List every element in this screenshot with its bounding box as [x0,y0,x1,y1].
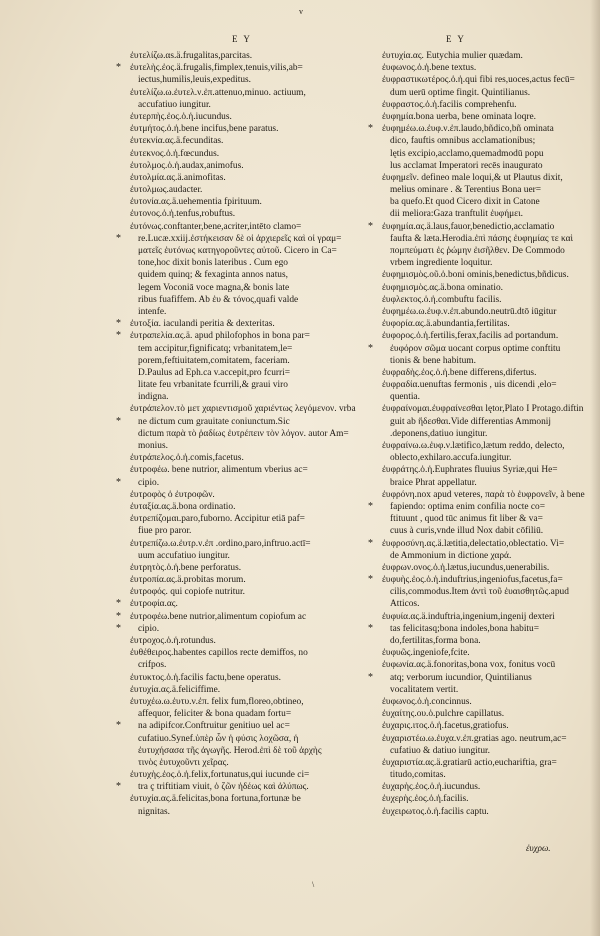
text-line [382,769,600,781]
text-line [130,391,348,403]
line-text: ἐυφρόνη.nox apud veteres, παρὰ τὸ ἐυφρονεῖν, à bene [382,489,585,500]
text-line [116,415,348,428]
margin-asterisk: * [116,781,121,793]
catchword: ἐυχρω. [526,843,551,853]
line-text: ἐυχειρωτος.ὁ.ἡ.facilis captu. [382,806,489,817]
line-text: tra ç triftitiam viuit, ὁ ζῶν ἡδέως καὶ ἀλύπως. [138,782,309,793]
line-text: ba quefo.Et quod Cicero dixit in Catone [390,197,540,208]
margin-asterisk: * [116,330,121,342]
text-line [382,684,600,696]
line-text: ἐυτροχος.ὁ.ἡ.rotundus. [130,636,216,646]
line-text: dico, fauftis omnibus acclamationibus; [390,136,536,147]
text-line [130,123,348,135]
line-text: ἐυτρεπίζω.ω.ἐυτρ.ν.ἐπ .ordino,paro,inftruo.actī= [130,538,311,549]
text-line [130,659,348,671]
text-line [130,160,348,172]
line-text: .deponens,datiuo iungitur. [390,428,488,439]
text-line [130,793,348,805]
text-line [382,330,600,342]
text-line [382,562,600,574]
line-text: ἐυτονος.ὁ.ἡ.tenfus,robuftus. [130,209,236,220]
left-column [116,50,356,818]
text-line [382,806,600,818]
line-text: ἐυχαίτης.ου.ὁ.pulchre capillatus. [382,709,505,720]
text-line [130,806,348,818]
text-line [130,196,348,208]
margin-asterisk: * [368,342,373,354]
line-text: litate feu vrbanitate fcurrili,& graui viro [138,380,288,391]
text-line [382,391,600,403]
line-text: ἐυτελίζω.ω.ἐυτελ.ν.ἐπ.attenuo,minuo. actiuum, [130,87,306,98]
line-text: do,fertilitas,forma bona. [390,636,481,646]
line-text: uum accufatiuo iungitur. [138,550,230,561]
text-line [382,708,600,720]
line-text: ἐυτελίζω.αs.ä.frugalitas,parcitas. [130,51,253,61]
text-line [116,232,348,245]
line-text: ἐυτρητὸς.ὁ.ἡ.bene perforatus. [130,562,242,573]
text-line [116,598,348,610]
text-line [382,208,600,220]
line-text: ἐυτολμως.audacter. [130,185,203,196]
line-text: ἐυτυχία.ας.ä.felicitas,bona fortuna,fortunæ be [130,794,301,805]
text-line [382,355,600,367]
line-text: porem,feftiuitatem,comitatem, faceriam. [138,355,290,366]
line-text: ἐυτρεπίζομαι.paro,fuborno. Accipitur etiā paf= [130,514,305,525]
text-line [116,781,348,793]
line-text: ἐυτερπὴς.ἐος.ὁ.ἡ.iucundus. [130,111,232,122]
line-text: vrbem ingrediente loquitur. [390,258,493,269]
text-line [130,672,348,684]
text-line [116,318,348,330]
text-line [116,720,348,732]
line-text: iectus,humilis,leuis,expeditus. [138,75,252,86]
text-line [382,111,600,123]
line-text: cuus à curis,vnde illud Nox dabit cōfiliū. [390,526,544,537]
running-head-right: E Y [446,34,466,44]
line-text: ftituunt , quod tūc animus fit liber & va= [390,514,543,525]
line-text: ἐυχαρὴς.ἐος.ὁ.ἡ.iucundus. [382,782,481,793]
line-text: monius. [138,441,168,451]
line-text: atq; verborum iucundior, Quintilianus [390,672,532,683]
text-line [130,525,348,537]
line-text: τινὸς ἐυτυχοῦντι χεῖρας. [138,757,229,768]
line-text: ἐυφημισμὸς.ας.ä.bona ominatio. [382,282,503,293]
text-line [382,793,600,805]
line-text: dictum παρὰ τὸ ῥαδίως ἐυτρέπειν τὸν λόγον. autor Am= [138,428,349,439]
line-text: ribus fuafiffem. Ab ἐυ & τόνος,quafi valde [138,294,299,305]
margin-asterisk: * [368,537,373,549]
line-text: tem accipitur,fignificatq; vrbanitatem,le= [138,343,293,354]
text-line [116,610,348,623]
text-line [382,233,600,245]
text-line [382,416,600,428]
line-text: ἐυτόνως.conftanter,bene,acriter,intēto clamo= [130,221,302,232]
text-line [130,343,348,355]
text-line [368,622,600,635]
line-text: ἐυφωνος.ὁ.ἡ.concinnus. [382,696,472,707]
text-line [130,574,348,586]
text-line [130,708,348,720]
line-text: ἐυτραπελία.ας.ä. apud philofophos in bona par= [130,331,310,342]
text-line [382,87,600,99]
line-text: ἐυτροφὸς ὁ ἐυτροφῶν. [130,489,215,500]
line-text: πομπεύματι ἐς ῥώμην ἐισῆλθεν. De Commodo [390,246,565,256]
text-line [130,282,348,294]
line-text: ματεῖς ἐυτόνως κατηγοροῦντες αὐτοῦ. Cicero in Ca= [138,246,337,256]
line-text: intenfe. [138,306,167,317]
text-line [382,635,600,647]
text-line [382,99,600,111]
line-text: cipio. [138,623,160,634]
text-line [382,282,600,294]
text-line [130,367,348,379]
line-text: ἐυτράπελον.τὸ μετ χαριεντισμοῦ χαριέντως λεγόμενον. vrba [130,404,356,415]
line-text: fiue pro paror. [138,526,192,537]
line-text: ἐυφωνος.ὁ.ἡ.bene textus. [382,63,477,74]
line-text: ἐυτονία.ας.ä.uehementia fpirituum. [130,197,262,208]
line-text: dii meliora:Gaza tranftulit ἐυφήμει. [390,209,523,220]
text-line [368,500,600,513]
text-line [130,50,348,62]
margin-asterisk: * [116,622,121,634]
text-line [382,513,600,525]
text-line [382,160,600,172]
line-text: ἐυφράτης.ὁ.ἡ.Euphrates fluuius Syriæ,qui He= [382,465,558,476]
text-line [130,757,348,769]
line-text: ἐυφραίνομαι.ἐυφραίνεσθαι lętor,Plato I Protago.diftin [382,404,584,415]
text-line [382,318,600,330]
text-line [382,781,600,793]
margin-asterisk: * [368,671,373,683]
line-text: ἐυφροσύνη.ας.ä.lætitia,delectatio,oblectatio. Vi= [382,538,565,549]
text-line [382,245,600,257]
text-line [382,489,600,501]
line-text: quentia. [390,392,420,403]
line-text: tionis & bene habitum. [390,355,476,366]
line-text: ἐυθέθειρος.habentes capillos recte demiffos, no [130,648,308,659]
line-text: ἐυφραίνω.ω.ἐυφ.ν.lætifico,lætum reddo, delecto, [382,441,565,451]
line-text: faufta & læta.Herodia.ἐπὶ πάσης ἐυφημίας τε καὶ [390,233,574,244]
text-line [382,525,600,537]
margin-asterisk: * [368,123,373,135]
text-line [130,440,348,452]
line-text: cipio. [138,477,160,488]
text-line [382,647,600,659]
text-line [130,111,348,123]
text-line [130,74,348,86]
line-text: ἐυφωνία.ας.ä.fonoritas,bona vox, fonitus vocū [382,660,556,671]
margin-asterisk: * [116,232,121,244]
line-text: ἐυφημία.ας.ä.laus,fauor,benedictio,acclamatio [382,221,555,232]
text-line [130,696,348,708]
line-text: nignitas. [138,806,171,817]
line-text: ἐυτροφέω.bene nutrior,alimentum copiofum ac [130,611,307,622]
line-text: na adipifcor.Conftruitur genitiuo uel ac= [138,721,290,732]
text-line [382,403,600,415]
text-line [116,330,348,342]
text-line [382,720,600,732]
text-line [130,257,348,269]
text-line [382,611,600,623]
text-line [130,403,356,415]
line-text: ἐυφυία.ας.ä.induftria,ingenium,ingenij dexteri [382,611,555,622]
text-line [368,342,600,355]
line-text: ἐυφημισμὸς.οῦ.ὁ.boni ominis,benedictus,bñdicus. [382,270,569,281]
text-line [130,87,348,99]
line-text: ἐυτροπία.ας.ä.probitas morum. [130,575,246,586]
margin-asterisk: * [116,598,121,610]
text-line [116,62,348,74]
text-line [368,123,600,135]
line-text: ἐυχαρις.ιτος.ὁ.ἡ.facetus,gratiofus. [382,721,509,732]
line-text: ἐυτροφός. qui copiofe nutritur. [130,587,245,598]
line-text: indigna. [138,392,169,403]
text-line [130,294,348,306]
text-line [130,172,348,184]
margin-asterisk: * [368,500,373,512]
line-text: ἐυφραστος.ὁ.ἡ.facilis comprehenfu. [382,99,517,110]
text-line [368,537,600,550]
text-line [130,647,348,659]
line-text: ἐυτροφέω. bene nutrior, alimentum vberius ac= [130,465,308,476]
text-line [382,550,600,562]
text-line [382,659,600,671]
line-text: ἐυτοξία. iaculandi peritia & dexteritas. [130,319,275,330]
right-column [368,50,600,818]
margin-asterisk: * [116,318,121,330]
text-line [116,476,348,489]
text-line [382,184,600,196]
line-text: vocalitatem vertit. [390,684,459,695]
text-line [382,269,600,281]
line-text: cilis,commodus.Item ἀντὶ τοῦ ἐυαισθητῶς.apud [390,587,569,598]
line-text: ἐυτράπελος.ὁ.ἡ.comis,facetus. [130,453,244,464]
text-line [382,379,600,391]
margin-asterisk: * [368,622,373,634]
line-text: ἐυτελὴς.ἐος.ä.frugalis,fimplex,tenuis,vilis,ab= [130,63,303,74]
line-text: tone,hoc dixit bonis lateribus . Cum ego [138,258,288,269]
line-text: ἐυχερὴς.ἐος.ὁ.ἡ.facilis. [382,794,469,805]
text-line [382,294,600,306]
line-text: ἐυτολμία.ας.ä.animofitas. [130,172,226,183]
text-line [382,306,600,318]
text-line [382,428,600,440]
line-text: ἐυχαριστία.ας.ä.gratiarū actio,euchariftia, gra= [382,757,557,768]
margin-asterisk: * [368,220,373,232]
line-text: ἐυτυχία.ας. Eutychia mulier quædam. [382,51,523,61]
text-line [130,269,348,281]
line-text: ἐυτμήτος.ὁ.ἡ.bene incifus,bene paratus. [130,124,279,135]
line-text: ἐυφορος.ὁ.ἡ.fertilis,ferax,facilis ad portandum. [382,331,559,342]
line-text: lus acclamat Imperatori recēs inaugurato [390,160,543,171]
line-text: ἐυφημέω.ω.ἐυφ.ν.ἐπ.laudo,bñdico,bñ ominata [382,124,554,135]
text-line [382,172,600,184]
line-text: ἐυφραδία.uenuftas fermonis , uis dicendi ,elo= [382,380,557,391]
margin-asterisk: * [116,476,121,488]
text-line [382,586,600,598]
line-text: ἐυφραδὴς.ἐος.ὁ.ἡ.bene differens,difertus. [382,367,537,378]
text-line [130,745,348,757]
line-text: ἐυτυχία.ας.ä.feliciffime. [130,684,221,695]
line-text: affequor, feliciter & bona quadam fortu= [138,709,292,720]
text-line [382,148,600,160]
line-text: ἐυφυὴς.ἐος.ὁ.ἡ.induftrius,ingeniofus,facetus,fa= [382,575,563,586]
line-text: ἐυφλεκτος.ὁ.ἡ.combuftu facilis. [382,294,502,305]
text-line [130,148,348,160]
line-text: ne dictum cum grauitate coniunctum.Sic [138,416,290,427]
line-text: ἐυταξία.ας.ä.bona ordinatio. [130,501,236,512]
line-text: Atticos. [390,599,420,610]
margin-asterisk: * [116,62,121,74]
text-line [130,379,348,391]
bottom-mark: \ [312,880,315,889]
line-text: ἐυτροφία.ας. [130,599,178,610]
line-text: tas felicitasq;bona indoles,bona habitu= [390,623,540,634]
text-line [382,696,600,708]
text-line [382,196,600,208]
line-text: cufatiuo.Synef.ὑπὲρ ὧν ἡ φύσις λοχῶσα, ἡ [138,733,299,744]
text-line [382,62,600,74]
text-line [382,440,600,452]
line-text: ἐυφόρον σῶμα uocant corpus optime conftitu [390,343,561,354]
text-line [382,745,600,757]
text-line [130,208,348,220]
text-line [130,513,348,525]
text-line [368,574,600,586]
line-text: lętis excipio,acclamo,quemadmodū popu [390,148,544,159]
line-text: de Ammonium in dictione χαρά. [390,550,512,561]
text-line [368,220,600,233]
line-text: ἐυφημεῖν. defineo male loqui,& ut Plautus dixit, [382,172,563,183]
line-text: ἐυτολμος.ὁ.ἡ.audax,animofus. [130,160,244,171]
line-text: ἐυτυχὴς.ἐος.ὁ.ἡ.felix,fortunatus,qui iucunde ci= [130,770,310,781]
line-text: re.Lucæ.xxiij.ἐστήκεισαν δὲ οἱ ἀρχιερεῖς καὶ οἱ γραμ= [138,233,342,244]
text-line [130,355,348,367]
line-text: ἐυτεκνία.ας.ä.fecunditas. [130,136,224,147]
text-line [382,50,600,62]
top-mark: v [299,7,303,16]
text-line [130,306,348,318]
margin-asterisk: * [116,610,121,622]
text-line [382,598,600,610]
line-text: legem Voconiā voce magna,& bonis late [138,282,290,293]
text-line [130,635,348,647]
text-line [130,733,348,745]
text-line [130,769,348,781]
text-line [130,501,348,513]
text-line [130,428,348,440]
text-line [368,671,600,684]
line-text: ἐυφρων.ονος.ὁ.ἡ.lætus,iucundus,uenerabilis. [382,562,550,573]
line-text: ἐυφραστικωτέρος.ὁ.ἡ.qui fibi res,uoces,actus fecū= [382,75,575,86]
text-line [130,586,348,598]
line-text: fapiendo: optima enim confilia nocte co= [390,501,545,512]
text-line [130,135,348,147]
line-text: ἐυτεκνος.ὁ.ἡ.fœcundus. [130,148,220,159]
line-text: braice Phrat appellatur. [390,477,477,488]
running-head-left: E Y [232,34,252,44]
text-line [382,452,600,464]
line-text: quidem quinq; & fexaginta annos natus, [138,270,288,281]
line-text: ἐυτυκτος.ὁ.ἡ.facilis factu,bene operatus. [130,672,281,683]
text-line [382,257,600,269]
margin-asterisk: * [368,574,373,586]
line-text: ἐυχαριστέω.ω.ἐυχα.ν.ἐπ.gratias ago. neutrum,ac= [382,733,567,744]
line-text: ἐυφημία.bona uerba, bene ominata loqre. [382,111,536,122]
line-text: D.Paulus ad Eph.ca v.accepit,pro fcurri= [138,367,291,378]
line-text: ἐυτυχήσασα τῆς ἀγωγῆς. Herod.ἐπὶ δὲ τοῦ ἀρχὴς [138,745,322,756]
text-line [382,757,600,769]
text-line [130,245,348,257]
text-line [382,464,600,476]
text-line [130,550,348,562]
line-text: oblecto,exhilaro.accufa.iungitur. [390,453,512,464]
text-line [130,452,348,464]
text-line [130,562,348,574]
line-text: ἐυφορία.ας.ä.abundantia,fertilitas. [382,319,510,330]
text-line [130,184,348,196]
text-line [130,489,348,501]
line-text: guit ab ἥδεσθαι.Vide differentias Ammonij [390,416,551,427]
line-text: dum uerū optime fingit. Quintilianus. [390,87,531,98]
text-line [130,99,348,111]
margin-asterisk: * [116,720,121,732]
line-text: ἐυφυῶς.ingeniofe,fcite. [382,648,470,659]
line-text: ἐυφημέω.ω.ἐυφ.ν.ἐπ.abundo.neutrū.dtō iūgitur [382,306,557,317]
text-line [130,684,348,696]
line-text: cufatiuo & datiuo iungitur. [390,745,490,756]
text-line [382,477,600,489]
text-line [130,538,348,550]
text-line [382,733,600,745]
line-text: accufatiuo iungitur. [138,99,211,110]
text-line [382,367,600,379]
text-line [382,135,600,147]
text-line [116,622,348,635]
text-line [130,221,348,233]
line-text: ἐυτυχέω.ω.ἐυτυ.ν.ἐπ. felix fum,floreo,obtineo, [130,696,304,707]
text-line [382,74,600,86]
line-text: melius ominare . & Terentius Bona uer= [390,185,542,196]
line-text: crifpos. [138,660,167,671]
line-text: titudo,comitas. [390,770,446,781]
text-line [130,464,348,476]
margin-asterisk: * [116,415,121,427]
